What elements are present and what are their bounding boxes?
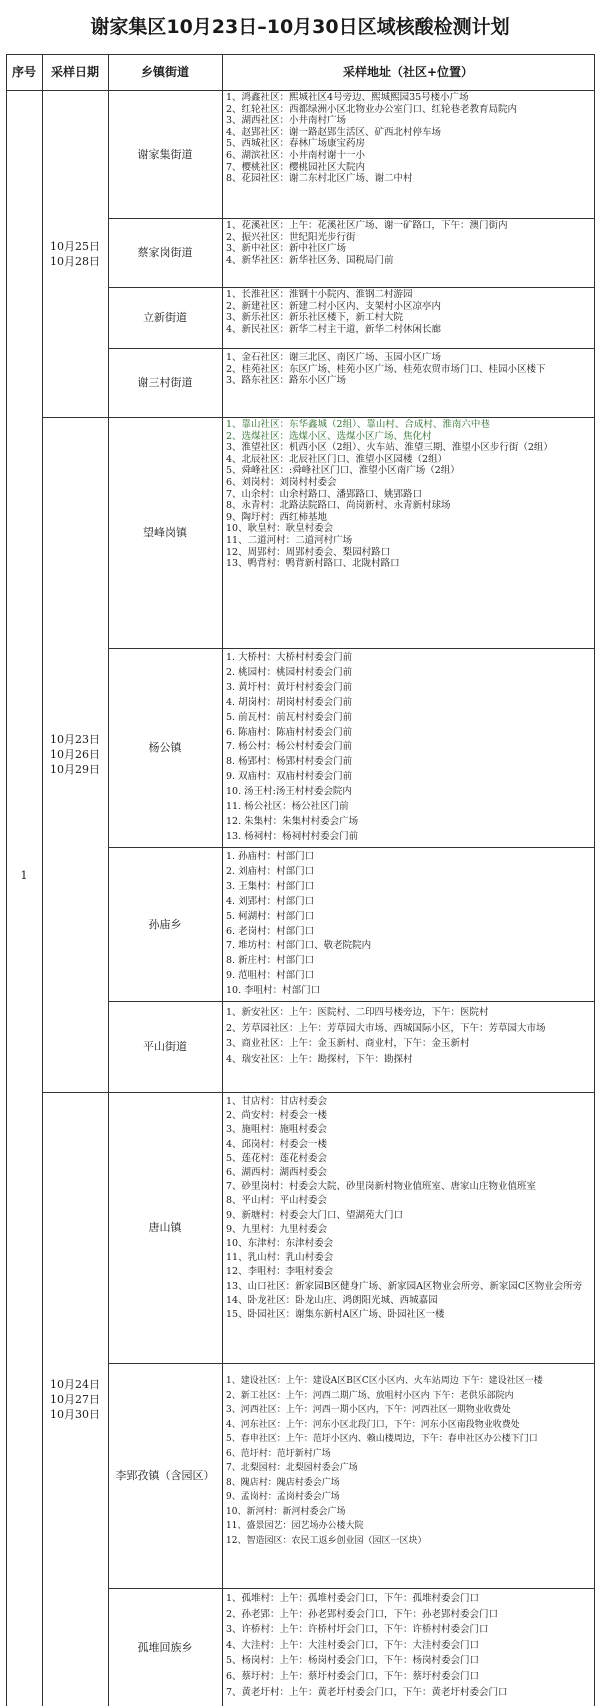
- addr-line: 1、新安社区：上午：医院村、二印四号楼旁边，下午：医院村: [226, 1007, 489, 1018]
- addr-line: 4、河东社区：上午：河东小区北段门口，下午：河东小区南段物业收费处: [226, 1419, 520, 1430]
- addr-cell-caijiagang: [224, 220, 594, 286]
- addr-line: 5、春申社区：上午：范圩小区内、赖山楼周边，下午：春申社区办公楼下门口: [226, 1434, 538, 1444]
- addr-line: 3、路东社区：路东小区广场: [226, 375, 347, 387]
- addr-line: 9、孟岗村：孟岗村委会广场: [226, 1492, 340, 1502]
- addr-line: 5、莲花村：莲花村委会: [226, 1152, 328, 1164]
- addr-line: 1、孤堆村：上午：孤堆村委会门口，下午：孤堆村委会门口: [226, 1593, 480, 1604]
- date-1-1: 10月25日: [50, 239, 100, 253]
- addr-line: 2、尚安村：村委会一楼: [226, 1110, 328, 1122]
- addr-line: 1、建设社区：上午：建设A区B区C区小区内、火车站周边 下午：建设社区一楼: [226, 1376, 543, 1386]
- table-border-right: [594, 54, 595, 1706]
- addr-line: 8、永青村：北路法院路口、尚岗新村、永青新村球场: [226, 500, 451, 512]
- addr-line: 6、湖滨社区：小井南村谢十一小: [226, 149, 366, 161]
- addr-line: 6. 老岗村：村部门口: [226, 925, 315, 937]
- date-2-2: 10月26日: [50, 748, 100, 761]
- addr-line: 12、周郢村：周郢村委会、梨园村路口: [226, 546, 391, 558]
- addr-line: 11、二道河村：二道河村广场: [226, 534, 353, 546]
- addr-line: 6、范圩村：范圩新村广场: [226, 1448, 331, 1459]
- addr-line: 2. 刘庙村：村部门口: [226, 865, 315, 877]
- addr-line: 5、舜峰社区：:舜峰社区门口、淮望小区南广场（2组）: [226, 465, 460, 477]
- addr-line: 8、平山村：平山村委会: [226, 1195, 328, 1207]
- town-guduihui: 孤堆回族乡: [137, 1640, 193, 1654]
- addr-line: 5、杨岗村：上午：杨岗村委会门口，下午：杨岗村委会门口: [226, 1655, 480, 1667]
- header-town: 乡镇街道: [140, 65, 189, 79]
- addr-cell-lixin: [224, 289, 594, 347]
- addr-line: 4、邱岗村：村委会一楼: [226, 1138, 328, 1150]
- addr-line: 10、东津村：东津村委会: [226, 1238, 334, 1250]
- addr-line: 6、刘岗村：刘岗村村委会: [226, 476, 337, 488]
- addr-line: 5. 前瓦村：前瓦村村委会门前: [226, 711, 353, 723]
- addr-line: 6、蔡圩村：上午：蔡圩村委会门口，下午：蔡圩村委会门口: [226, 1670, 480, 1682]
- addr-line: 4、新民社区：新华二村主干道，新华二村休闲长廊: [226, 323, 442, 335]
- addr-line: 13. 杨祠村：杨祠村村委会门前: [226, 830, 359, 842]
- addr-line: 8. 新庄村：村部门口: [226, 955, 315, 967]
- addr-line: 3、河西社区：上午：河西一期小区内，下午：河西社区一期物业收费处: [226, 1405, 511, 1415]
- addr-line: 8、隗店村：隗店村委会广场: [226, 1477, 340, 1488]
- addr-line: 4、大洼村：上午：大洼村委会门口，下午：大洼村委会门口: [226, 1639, 480, 1651]
- addr-line: 5. 柯湖村：村部门口: [226, 910, 315, 922]
- addr-line: 12. 朱集村：朱集村村委会广场: [226, 815, 359, 827]
- addr-line: 6. 陈庙村：陈庙村村委会门前: [226, 726, 353, 738]
- addr-line: 15、卧园社区：谢集东新村A区广场、卧园社区一楼: [226, 1309, 445, 1321]
- addr-line: 3、施咀村：施咀村委会: [226, 1124, 328, 1136]
- addr-line: 1、花溪社区：上午：花溪社区广场、谢一矿路口，下午：澳门街内: [226, 220, 508, 231]
- addr-line: 2. 桃园村：桃园村村委会门前: [226, 666, 353, 678]
- addr-line: 3、湖西社区：小井南村广场: [226, 115, 347, 127]
- date-group-2: [42, 417, 108, 1092]
- addr-line: 2、振兴社区：世纪阳光步行街: [226, 231, 356, 243]
- addr-line: 4. 刘郢村：村部门口: [226, 895, 315, 907]
- addr-line: 2、桂苑社区：东区广场、桂苑小区广场、桂苑农贸市场门口、桂园小区楼下: [226, 363, 546, 375]
- addr-line: 11、盛景园艺：园艺场办公楼大院: [226, 1521, 364, 1531]
- addr-line: 10. 汤王村:汤王村村委会院内: [226, 786, 352, 798]
- addr-line: 9. 范咀村：村部门口: [226, 970, 315, 982]
- addr-line: 1、靠山社区：东华鑫城（2组）、靠山村、合成村、淮南六中巷: [226, 419, 490, 430]
- header-address: 采样地址（社区+位置）: [342, 65, 474, 79]
- addr-line: 4、瑞安社区：上午：勘探村，下午：勘探村: [226, 1053, 413, 1065]
- addr-cell-pingshan: [224, 1005, 594, 1091]
- date-group-1: [42, 90, 108, 417]
- addr-line: 12、智造园区：农民工返乡创业园（园区一区块）: [226, 1535, 427, 1546]
- town-caijiagang: 蔡家岗街道: [137, 246, 193, 259]
- addr-line: 4. 胡岗村：胡岗村村委会门前: [226, 696, 353, 708]
- date-3-1: 10月24日: [50, 1377, 100, 1391]
- town-tangshan: 唐山镇: [148, 1221, 182, 1234]
- addr-line: 8、花园社区：谢二东村北区广场、谢二中村: [226, 173, 413, 185]
- seq-number: 1: [20, 868, 28, 882]
- addr-line: 2、孙老郢：上午：孙老郢村委会门口，下午：孙老郢村委会门口: [226, 1608, 499, 1620]
- addr-line: 7、北梨园村：北梨园村委会广场: [226, 1463, 358, 1473]
- addr-line: 14、卧龙社区：卧龙山庄、鸿朗阳光城、西城嘉园: [226, 1294, 438, 1306]
- date-group-3: [42, 1092, 108, 1706]
- addr-line: 2、新建社区：新建二村小区内、支架村小区凉亭内: [226, 300, 442, 312]
- date-2-1: 10月23日: [50, 733, 100, 746]
- addr-line: 1. 孙庙村：村部门口: [226, 851, 315, 862]
- date-2-3: 10月29日: [50, 763, 100, 776]
- addr-cell-liyingzi: [224, 1374, 594, 1586]
- addr-cell-tangshan: [224, 1095, 594, 1362]
- addr-line: 3、许桥村：上午：许桥村圩会门口，下午：许桥村村委会门口: [226, 1624, 489, 1636]
- addr-line: 11、乳山村：乳山村委会: [226, 1252, 334, 1264]
- addr-line: 9、新塘村：村委会大门口、望湖苑大门口: [226, 1209, 404, 1221]
- addr-line: 7、砂里岗村：村委会大院、砂里岗新村物业值班室、唐家山庄物业值班室: [226, 1181, 537, 1193]
- addr-line: 13、山口社区：新家园B区健身广场、新家园A区物业会所旁、新家园C区物业会所旁: [226, 1280, 583, 1292]
- addr-line: 3. 王集村：村部门口: [226, 880, 315, 892]
- addr-cell-yanggong: [224, 651, 594, 846]
- addr-cell-xiejiaji: [224, 92, 594, 217]
- town-wangfenggang: 望峰岗镇: [143, 526, 187, 539]
- addr-line: 7、黄老圩村：上午：黄老圩村委会门口，下午：黄老圩村委会门口: [226, 1686, 508, 1698]
- addr-line: 2、选煤社区：选煤小区、选煤小区广场、焦化村: [226, 430, 432, 442]
- addr-line: 9、陶圩村：西红柿基地: [226, 511, 328, 523]
- addr-line: 7. 杨公村：杨公村村委会门前: [226, 741, 353, 753]
- addr-line: 3、新乐社区：新乐社区楼下，新工村大院: [226, 312, 404, 324]
- addr-line: 1、金石社区：谢三北区、南区广场、玉园小区广场: [226, 352, 442, 363]
- addr-line: 10、新河村：新河村委会广场: [226, 1506, 346, 1517]
- date-3-2: 10月27日: [50, 1392, 100, 1406]
- addr-line: 4、北辰社区：北辰社区门口、淮望小区园楼（2组）: [226, 453, 448, 465]
- addr-line: 9、九里村：九里村委会: [226, 1223, 328, 1235]
- addr-line: 1. 大桥村：大桥村村委会门前: [226, 652, 353, 663]
- addr-line: 2、芳草园社区：上午：芳草园大市场、西城国际小区，下午：芳草园大市场: [226, 1022, 546, 1034]
- town-pingshan: 平山街道: [143, 1040, 187, 1053]
- header-seq: 序号: [11, 65, 36, 79]
- date-3-3: 10月30日: [50, 1407, 100, 1421]
- addr-line: 1、甘店村：甘店村委会: [226, 1096, 328, 1107]
- addr-line: 4、新华社区：新华社区务、国税局门前: [226, 254, 394, 266]
- addr-line: 2、新工社区：上午：河西二期广场、放咀村小区内 下午：老供乐部院内: [226, 1390, 514, 1401]
- addr-line: 6、湖西村：湖西村委会: [226, 1167, 328, 1179]
- addr-line: 7、樱桃社区：樱桃园社区大院内: [226, 161, 366, 173]
- addr-line: 2、红轮社区：西都绿洲小区北物业办公室门口、红轮巷老教育局院内: [226, 103, 518, 115]
- addr-line: 13、鸭背村：鸭背新村路口、北陇村路口: [226, 558, 400, 570]
- town-yanggong: 杨公镇: [148, 741, 182, 754]
- addr-line: 7. 堆坊村：村部门口、敬老院院内: [226, 940, 372, 952]
- addr-line: 4、赵郢社区：谢一路赵郢生活区、矿西北村停车场: [226, 126, 442, 138]
- addr-line: 12、李咀村：李咀村委会: [226, 1266, 334, 1278]
- addr-line: 3、新中社区：新中社区广场: [226, 243, 347, 255]
- header-date: 采样日期: [50, 65, 99, 79]
- addr-cell-xiesancun: [224, 352, 594, 416]
- addr-line: 3. 黄圩村：黄圩村村委会门前: [226, 681, 353, 693]
- addr-line: 3、商业社区：上午：金玉新村、商业村，下午：金玉新村: [226, 1038, 470, 1049]
- addr-line: 11. 杨公社区：杨公社区门前: [226, 801, 349, 813]
- addr-cell-wangfenggang: [224, 419, 594, 647]
- page-title: 谢家集区10月23日–10月30日区域核酸检测计划: [90, 16, 510, 38]
- addr-cell-sunmiao: [224, 850, 594, 1000]
- addr-line: 3、淮望社区：机西小区（2组）、火车站、淮望三期、淮望小区步行街（2组）: [226, 442, 553, 454]
- addr-line: 8. 杨郢村：杨郢村村委会门前: [226, 756, 353, 768]
- town-xiesancun: 谢三村街道: [137, 376, 193, 389]
- addr-line: 7、山余村：山余村路口、潘郢路口、姚郢路口: [226, 488, 423, 500]
- town-addr-divider: [222, 54, 223, 1706]
- town-sunmiao: 孙庙乡: [148, 917, 182, 931]
- addr-cell-guduihui: [224, 1591, 594, 1705]
- addr-line: 10. 李咀村：村部门口: [226, 985, 321, 997]
- addr-line: 1、长淮社区：淮钢十小院内、淮钢二村游园: [226, 289, 413, 300]
- town-liyingzi: 李郢孜镇（含园区）: [115, 1469, 215, 1482]
- date-1-2: 10月28日: [50, 254, 100, 268]
- addr-line: 1、鸿鑫社区：熙城社区4号旁边、熙城熙园35号楼小广场: [226, 92, 469, 103]
- town-xiejiaji: 谢家集街道: [137, 147, 193, 161]
- town-lixin: 立新街道: [143, 311, 187, 324]
- addr-line: 10、耿皇村：耿皇村委会: [226, 523, 334, 535]
- addr-line: 9. 双庙村：双庙村村委会门前: [226, 771, 353, 783]
- addr-line: 5、西城社区：春林广场康宝药房: [226, 138, 366, 150]
